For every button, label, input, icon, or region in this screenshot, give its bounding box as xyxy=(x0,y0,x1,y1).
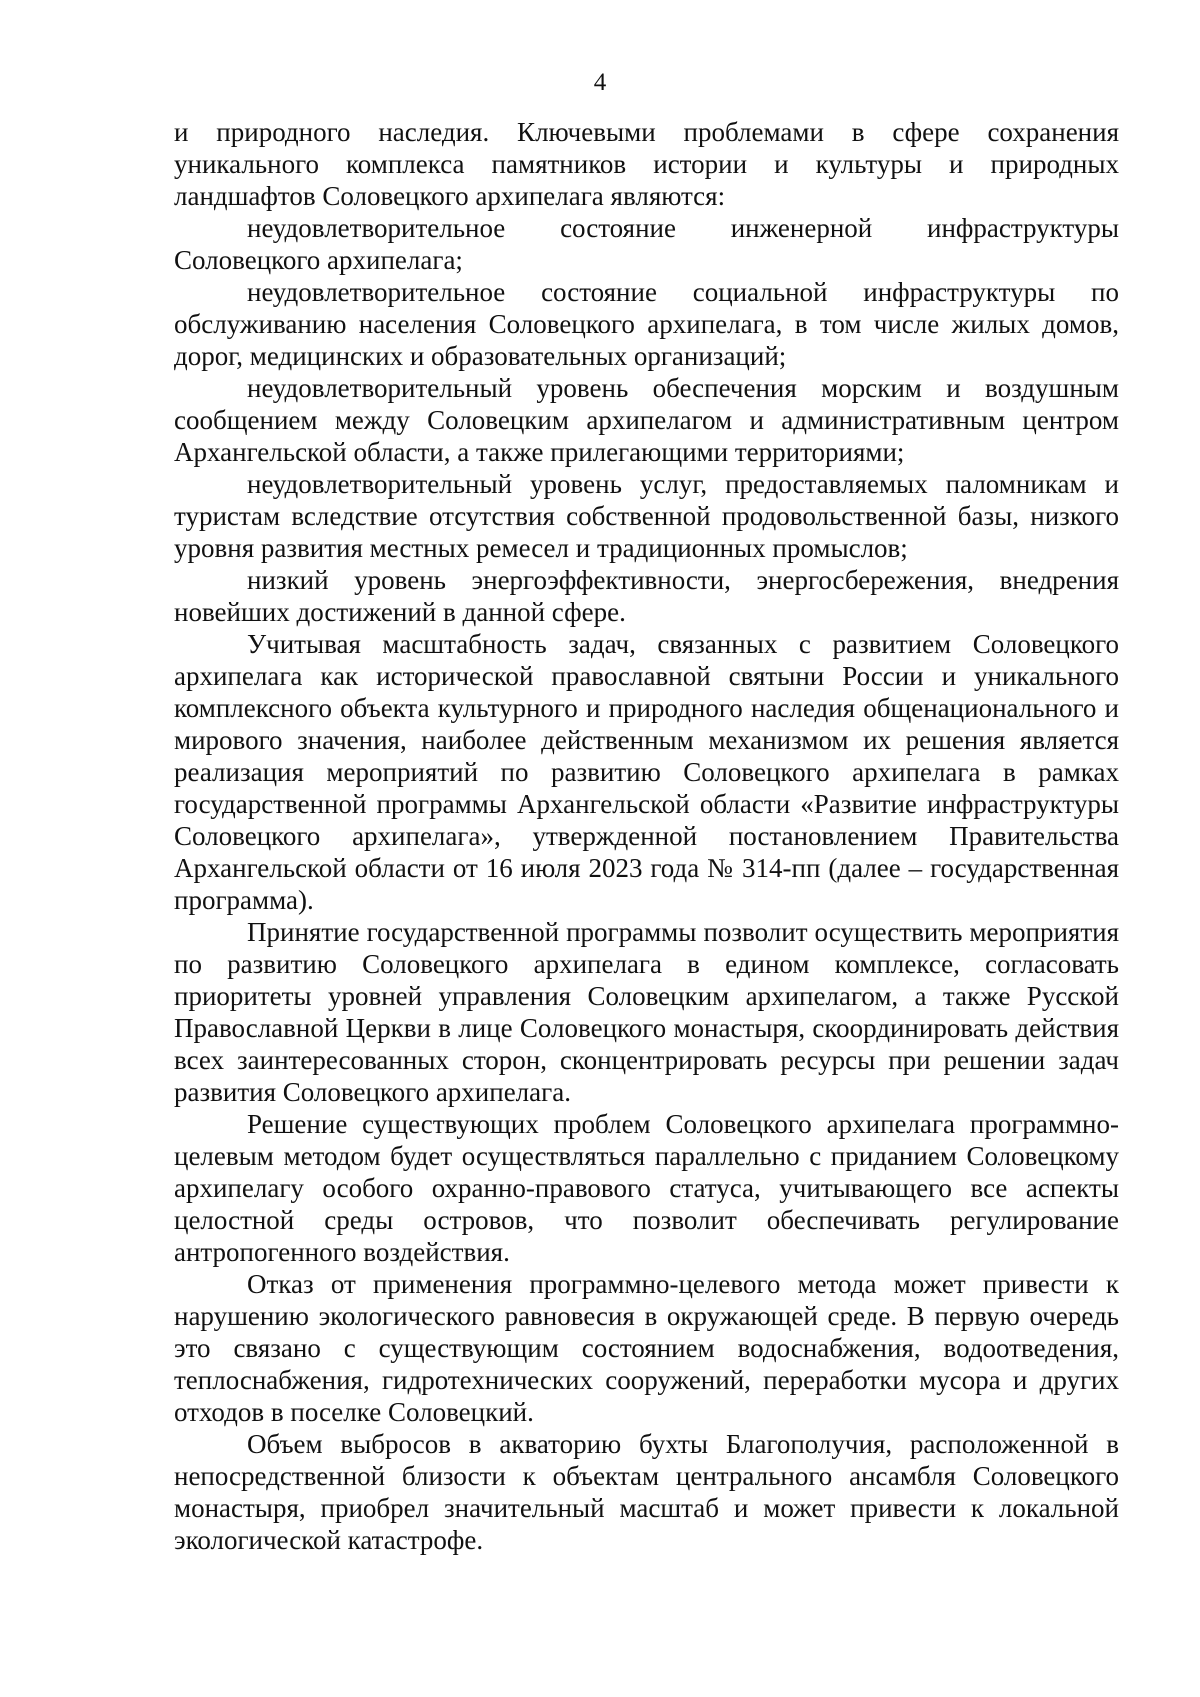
list-item-social-infrastructure: неудовлетворительное состояние социальной инфраструктуры по обслуживанию населения Соловецкого архипелага, в том числе жилых домов, дорог, медицинских и образовательных организаций; xyxy=(174,277,1119,371)
paragraph-program-mechanism: Учитывая масштабность задач, связанных с развитием Соловецкого архипелага как исторической православной святыни России и уникального комплексного объекта культурного и природного наследия общенационального и мирового значения, наиболее действенным механизмом их решения является реализация мероприятий по развитию Соловецкого архипелага в рамках государственной программы Архангельской области «Развитие инфраструктуры Соловецкого архипелага», утвержденной постановлением Правительства Архангельской области от 16 июля 2023 года № 314-пп (далее – государственная программа). xyxy=(174,629,1119,915)
paragraph-refusal-consequences: Отказ от применения программно-целевого метода может привести к нарушению экологического равновесия в окружающей среде. В первую очередь это связано с существующим состоянием водоснабжения, водоотведения, теплоснабжения, гидротехнических сооружений, переработки мусора и других отходов в поселке Соловецкий. xyxy=(174,1269,1119,1427)
paragraph-program-method: Решение существующих проблем Соловецкого архипелага программно-целевым методом будет осуществляться параллельно с приданием Соловецкому архипелагу особого охранно-правового статуса, учитывающего все аспекты целостной среды островов, что позволит обеспечивать регулирование антропогенного воздействия. xyxy=(174,1109,1119,1267)
list-item-services-level: неудовлетворительный уровень услуг, предоставляемых паломникам и туристам вследствие отсутствия собственной продовольственной базы, низкого уровня развития местных ремесел и традиционных промыслов; xyxy=(174,469,1119,563)
list-item-energy-efficiency: низкий уровень энергоэффективности, энергосбережения, внедрения новейших достижений в данной сфере. xyxy=(174,565,1119,627)
paragraph-program-adoption: Принятие государственной программы позволит осуществить мероприятия по развитию Соловецкого архипелага в едином комплексе, согласовать приоритеты уровней управления Соловецким архипелагом, а также Русской Православной Церкви в лице Соловецкого монастыря, скоординировать действия всех заинтересованных сторон, сконцентрировать ресурсы при решении задач развития Соловецкого архипелага. xyxy=(174,917,1119,1107)
list-item-transport-connection: неудовлетворительный уровень обеспечения морским и воздушным сообщением между Соловецким архипелагом и административным центром Архангельской области, а также прилегающими территориями; xyxy=(174,373,1119,467)
page-number: 4 xyxy=(593,69,607,96)
paragraph-emissions: Объем выбросов в акваторию бухты Благополучия, расположенной в непосредственной близости к объектам центрального ансамбля Соловецкого монастыря, приобрел значительный масштаб и может привести к локальной экологической катастрофе. xyxy=(174,1429,1119,1555)
document-body xyxy=(174,116,1119,1556)
paragraph-continuation: и природного наследия. Ключевыми проблемами в сфере сохранения уникального комплекса памятников истории и культуры и природных ландшафтов Соловецкого архипелага являются: xyxy=(174,117,1119,211)
list-item-engineering-infrastructure: неудовлетворительное состояние инженерной инфраструктуры Соловецкого архипелага; xyxy=(174,213,1119,275)
